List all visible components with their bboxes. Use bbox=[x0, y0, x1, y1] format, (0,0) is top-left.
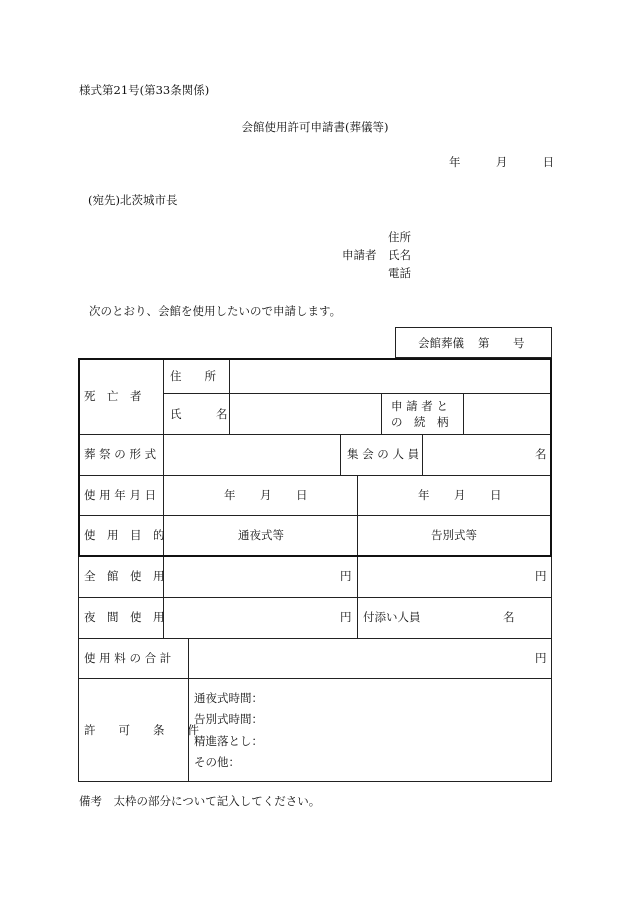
deceased-name-label: 氏 名 bbox=[170, 407, 228, 421]
addressee: (宛先)北茨城市長 bbox=[88, 193, 178, 207]
night-use-yen: 円 bbox=[340, 610, 352, 624]
phone-label: 電話 bbox=[388, 266, 411, 280]
use-date-2-month: 月 bbox=[454, 488, 466, 502]
cond-other: その他： bbox=[194, 755, 240, 769]
use-date-2-year: 年 bbox=[418, 488, 430, 502]
attendees-unit: 名 bbox=[535, 447, 547, 461]
cond-seijin: 精進落とし： bbox=[194, 734, 263, 748]
cond-farewell-time: 告別式時間： bbox=[194, 712, 263, 726]
permit-go: 号 bbox=[513, 336, 525, 350]
purpose-wake: 通夜式等 bbox=[238, 528, 284, 542]
address-label: 住所 bbox=[388, 230, 411, 244]
fee-total-label: 使 用 料 の 合 計 bbox=[84, 651, 172, 665]
date-year: 年 bbox=[449, 155, 461, 169]
use-date-1-year: 年 bbox=[224, 488, 236, 502]
ceremony-type-label: 葬 祭 の 形 式 bbox=[84, 447, 157, 461]
relation-label-1: 申 請 者 と bbox=[391, 399, 448, 413]
use-date-1-month: 月 bbox=[260, 488, 272, 502]
purpose-farewell: 告別式等 bbox=[431, 528, 477, 542]
deceased-label: 死 亡 者 bbox=[84, 389, 142, 403]
footer-note: 備考 太枠の部分について記入してください。 bbox=[79, 794, 321, 808]
attendees-label: 集 会 の 人 員 bbox=[347, 447, 420, 461]
use-date-label: 使 用 年 月 日 bbox=[84, 488, 157, 502]
attendants-unit: 名 bbox=[503, 610, 515, 624]
purpose-label: 使 用 目 的 bbox=[84, 528, 165, 542]
full-hall-yen-2: 円 bbox=[535, 569, 547, 583]
night-use-label: 夜 間 使 用 bbox=[84, 610, 165, 624]
permit-number-box bbox=[395, 327, 552, 358]
permit-prefix: 会館葬儀 bbox=[418, 336, 464, 350]
attendants-label: 付添い人員 bbox=[363, 610, 421, 624]
conditions-label: 許 可 条 件 bbox=[84, 723, 199, 737]
date-month: 月 bbox=[495, 155, 508, 169]
use-date-2-day: 日 bbox=[490, 488, 502, 502]
form-number: 様式第21号(第33条関係) bbox=[79, 83, 210, 97]
full-hall-yen-1: 円 bbox=[340, 569, 352, 583]
date-day: 日 bbox=[542, 155, 555, 169]
fee-total-yen: 円 bbox=[535, 651, 547, 665]
cond-wake-time: 通夜式時間： bbox=[194, 691, 263, 705]
permit-dai: 第 bbox=[478, 336, 490, 350]
full-hall-label: 全 館 使 用 bbox=[84, 569, 165, 583]
intro-text: 次のとおり、会館を使用したいので申請します。 bbox=[89, 304, 342, 318]
relation-label-2: の 続 柄 bbox=[391, 415, 449, 429]
deceased-address-label: 住 所 bbox=[170, 369, 216, 383]
application-date bbox=[449, 157, 554, 169]
name-label: 氏名 bbox=[388, 248, 411, 262]
page-title: 会館使用許可申請書(葬儀等) bbox=[241, 120, 389, 134]
applicant-label: 申請者 bbox=[342, 248, 377, 262]
use-date-1-day: 日 bbox=[296, 488, 308, 502]
